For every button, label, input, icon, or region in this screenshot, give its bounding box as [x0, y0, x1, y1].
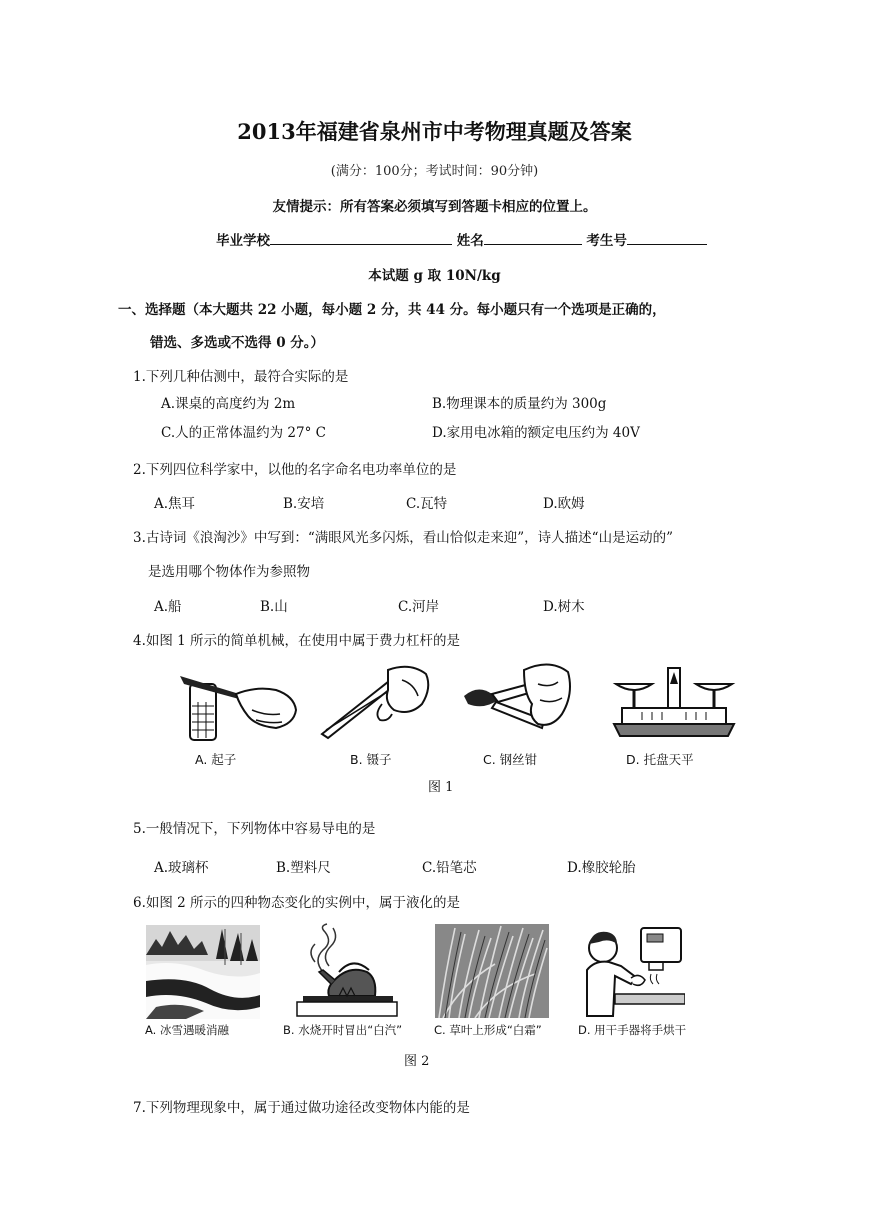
- q3-option-b: B.山: [260, 599, 288, 615]
- bottle-opener-illustration: [176, 666, 300, 742]
- section-heading-cont: 错选、多选或不选得 0 分。）: [150, 335, 325, 351]
- balance-scale-illustration: [612, 664, 736, 742]
- section-heading: 一、选择题（本大题共 22 小题，每小题 2 分，共 44 分。每小题只有一个选项是正确的，: [118, 302, 666, 318]
- question-3-stem: 3.古诗词《浪淘沙》中写到：“满眼风光多闪烁，看山恰似走来迎”，诗人描述“山是运动的”: [133, 530, 673, 546]
- q3-option-c: C.河岸: [398, 599, 440, 615]
- exam-number-label: 考生号: [586, 233, 627, 249]
- exam-number-blank: [627, 230, 707, 245]
- pliers-illustration: [458, 654, 574, 740]
- fig2-caption-d: D. 用干手器将手烘干: [578, 1023, 687, 1037]
- fig1-caption-d: D. 托盘天平: [626, 752, 694, 767]
- q1-option-c: C.人的正常体温约为 27° C: [161, 425, 326, 441]
- question-4-stem: 4.如图 1 所示的简单机械，在使用中属于费力杠杆的是: [133, 633, 461, 649]
- q2-option-b: B.安培: [283, 496, 325, 512]
- q5-option-c: C.铅笔芯: [422, 860, 477, 876]
- q1-option-d: D.家用电冰箱的额定电压约为 40V: [432, 425, 640, 441]
- question-3-stem-cont: 是选用哪个物体作为参照物: [148, 564, 310, 580]
- school-label: 毕业学校: [216, 233, 270, 249]
- q1-option-a: A.课桌的高度约为 2m: [161, 396, 296, 412]
- fig1-caption-a: A. 起子: [195, 752, 237, 767]
- page-title: 2013年福建省泉州市中考物理真题及答案: [237, 119, 632, 144]
- figure-1-label: 图 1: [428, 780, 454, 795]
- q3-option-d: D.树木: [543, 599, 585, 615]
- fig1-caption-b: B. 镊子: [350, 752, 392, 767]
- boiling-kettle-illustration: [293, 922, 401, 1018]
- q2-option-d: D.欧姆: [543, 496, 585, 512]
- tweezers-illustration: [318, 660, 434, 740]
- question-1-stem: 1.下列几种估测中，最符合实际的是: [133, 369, 349, 385]
- exam-subtitle: (满分：100分；考试时间：90分钟): [330, 164, 539, 179]
- question-5-stem: 5.一般情况下，下列物体中容易导电的是: [133, 821, 376, 837]
- friendly-tip: 友情提示：所有答案必须填写到答题卡相应的位置上。: [272, 199, 597, 215]
- fig2-caption-c: C. 草叶上形成“白霜”: [434, 1023, 542, 1037]
- question-6-stem: 6.如图 2 所示的四种物态变化的实例中，属于液化的是: [133, 895, 461, 911]
- q1-option-b: B.物理课本的质量约为 300g: [432, 396, 607, 412]
- q2-option-a: A.焦耳: [154, 496, 196, 512]
- q3-option-a: A.船: [154, 599, 182, 615]
- fig2-caption-b: B. 水烧开时冒出“白汽”: [283, 1023, 403, 1037]
- q5-option-d: D.橡胶轮胎: [567, 860, 636, 876]
- name-blank: [484, 230, 582, 245]
- melting-snow-photo: [146, 925, 260, 1019]
- question-2-stem: 2.下列四位科学家中，以他的名字命名电功率单位的是: [133, 462, 457, 478]
- q5-option-b: B.塑料尺: [276, 860, 331, 876]
- q5-option-a: A.玻璃杯: [154, 860, 209, 876]
- fig2-caption-a: A. 冰雪遇暖消融: [145, 1023, 229, 1037]
- g-value-note: 本试题 g 取 10N/kg: [368, 268, 501, 284]
- figure-2-label: 图 2: [404, 1054, 430, 1069]
- question-7-stem: 7.下列物理现象中，属于通过做功途径改变物体内能的是: [133, 1100, 470, 1116]
- hand-dryer-illustration: [579, 922, 685, 1018]
- q2-option-c: C.瓦特: [406, 496, 448, 512]
- student-info-line: [216, 229, 707, 249]
- school-blank: [270, 230, 452, 245]
- name-label: 姓名: [456, 233, 484, 249]
- fig1-caption-c: C. 钢丝钳: [483, 752, 538, 767]
- frosted-grass-photo: [435, 924, 549, 1018]
